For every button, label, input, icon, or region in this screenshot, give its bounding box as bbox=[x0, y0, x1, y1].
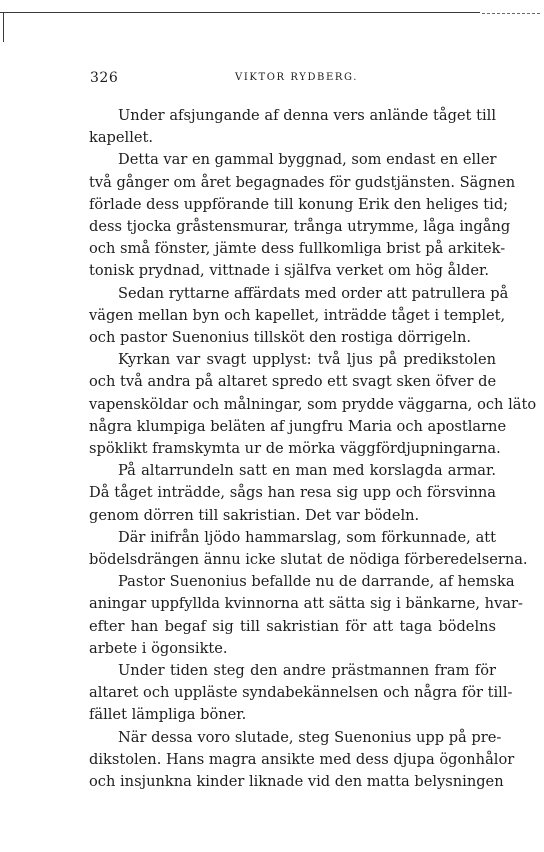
text-line: två gånger om året begagnades för gudstjänsten. Sägnen bbox=[89, 173, 516, 191]
text-line: vapensköldar och målningar, som prydde väggarna, och läto bbox=[89, 395, 537, 413]
text-line: Då tåget inträdde, sågs han resa sig upp och försvinna bbox=[89, 484, 496, 502]
scan-edge-top-dash bbox=[482, 13, 540, 14]
text-line: efter han begaf sig till sakristian för att taga bödelns bbox=[89, 617, 496, 635]
text-line: altaret och uppläste syndabekännelsen och några för till- bbox=[89, 684, 513, 702]
page-header bbox=[90, 70, 500, 86]
text-line: och pastor Suenonius tillsköt den rostiga dörrigeln. bbox=[89, 329, 472, 347]
text-line: dikstolen. Hans magra ansikte med dess djupa ögonhålor bbox=[89, 750, 515, 768]
text-line: arbete i ögonsikte. bbox=[89, 639, 228, 657]
text-line: och insjunkna kinder liknade vid den matta belysningen bbox=[89, 773, 504, 791]
text-line: spöklikt framskymta ur de mörka väggfördjupningarna. bbox=[89, 440, 501, 458]
text-line: genom dörren till sakristian. Det var bödeln. bbox=[89, 506, 420, 524]
text-line: och små fönster, jämte dess fullkomliga brist på arkitek- bbox=[89, 240, 506, 258]
scan-edge-left bbox=[3, 12, 4, 42]
text-line: Under afsjungande af denna vers anlände tåget till bbox=[118, 107, 496, 124]
text-line: förlade dess uppförande till konung Erik den heliges tid; bbox=[89, 195, 509, 213]
text-line: och två andra på altaret spredo ett svagt sken öfver de bbox=[89, 373, 497, 391]
text-line: Kyrkan var svagt upplyst: två ljus på predikstolen bbox=[118, 351, 496, 369]
text-line: Sedan ryttarne affärdats med order att patrullera på bbox=[118, 284, 509, 302]
scan-edge-top bbox=[0, 12, 480, 13]
text-line: kapellet. bbox=[89, 129, 153, 147]
text-line: Där inifrån ljödo hammarslag, som förkunnade, att bbox=[118, 528, 496, 546]
text-line: bödelsdrängen ännu icke slutat de nödiga förberedelserna. bbox=[89, 551, 528, 569]
text-line: vägen mellan byn och kapellet, inträdde tåget i templet, bbox=[89, 306, 506, 324]
text-line: tonisk prydnad, vittnade i själfva verket om hög ålder. bbox=[89, 262, 489, 280]
text-line: När dessa voro slutade, steg Suenonius upp på pre- bbox=[118, 728, 502, 746]
running-head: VIKTOR RYDBERG. bbox=[235, 72, 359, 83]
text-line: På altarrundeln satt en man med korslagda armar. bbox=[118, 462, 496, 480]
text-line: aningar uppfyllda kvinnorna att sätta sig i bänkarne, hvar- bbox=[89, 595, 523, 613]
text-line: några klumpiga beläten af jungfru Maria och apostlarne bbox=[89, 417, 507, 435]
page-number: 326 bbox=[90, 70, 119, 86]
text-line: Pastor Suenonius befallde nu de darrande, af hemska bbox=[118, 573, 515, 591]
text-line: Detta var en gammal byggnad, som endast en eller bbox=[118, 151, 497, 169]
text-line: dess tjocka gråstensmurar, trånga utrymme, låga ingång bbox=[89, 218, 511, 236]
body-text bbox=[89, 105, 537, 793]
text-line: fället lämpliga böner. bbox=[89, 706, 247, 724]
text-line: Under tiden steg den andre prästmannen fram för bbox=[118, 662, 496, 680]
